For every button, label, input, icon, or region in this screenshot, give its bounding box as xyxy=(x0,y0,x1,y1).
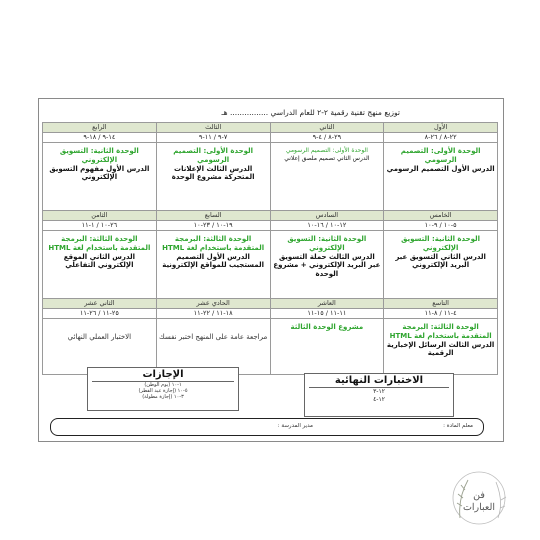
lesson-title: الدرس الأول التصميم الرسومي xyxy=(386,164,495,173)
lesson-cell xyxy=(43,231,157,299)
week-header-row xyxy=(43,299,498,309)
lesson-cell xyxy=(270,319,384,375)
week-dates-row xyxy=(43,221,498,231)
week-name: السادس xyxy=(270,211,384,221)
week-header-row xyxy=(43,123,498,133)
holiday-item: ٣-١٠ (إجازة مطولة) xyxy=(142,394,184,400)
week-dates: ٤-١١ / ٨-١١ xyxy=(384,309,498,319)
lesson-cell xyxy=(156,231,270,299)
lesson-cell xyxy=(270,231,384,299)
logo-line: فن xyxy=(473,490,485,501)
week-dates: ٢٢-٨ / ٢٦-٨ xyxy=(384,133,498,143)
unit-title: الوحدة الثانية: التسويق الإلكتروني xyxy=(287,235,367,252)
principal-signature-label: مدير المدرسة : xyxy=(277,423,313,429)
lesson-title: الدرس الثاني الموقع الإلكتروني التفاعلي xyxy=(63,252,136,270)
week-name: العاشر xyxy=(270,299,384,309)
document-title: توزيع منهج تقنية رقمية ٢-٢ للعام الدراسي ................ هـ xyxy=(221,108,400,117)
week-name: السابع xyxy=(156,211,270,221)
exam-date: ١٢-٤ xyxy=(373,396,385,404)
lesson-title: الدرس الثاني التسويق عبر البريد الإلكتروني xyxy=(395,252,486,270)
unit-title: الوحدة الثالثة: البرمجة المتقدمة باستخدام لغة HTML xyxy=(162,235,265,252)
lesson-title: الدرس الثالث حملة التسويق عبر البريد الإلكتروني + مشروع الوحدة xyxy=(273,252,381,278)
week-name: الثامن xyxy=(43,211,157,221)
week-dates: ١٤-٩ / ١٨-٩ xyxy=(43,133,157,143)
logo-line: العبارات xyxy=(462,502,496,514)
week-header-row xyxy=(43,211,498,221)
curriculum-table xyxy=(42,122,498,375)
holiday-item: ١-١٠ (يوم الوطن) xyxy=(144,382,182,388)
final-exams-box xyxy=(304,373,454,417)
week-name: الحادي عشر xyxy=(156,299,270,309)
lesson-cell xyxy=(384,143,498,211)
week-dates: ٥-١٠ / ٩-١٠ xyxy=(384,221,498,231)
week-dates: ٧-٩ / ١١-٩ xyxy=(156,133,270,143)
week-name: الثاني xyxy=(270,123,384,133)
week-dates-row xyxy=(43,133,498,143)
lesson-cell xyxy=(156,143,270,211)
lesson-title: الدرس الأول التصميم المستجيب للمواقع الإلكترونية xyxy=(162,252,265,270)
unit-title: الوحدة الأولى: التصميم الرسومي xyxy=(173,147,254,164)
unit-title: الوحدة الثانية: التسويق الإلكتروني xyxy=(401,235,481,252)
unit-title: الوحدة الثالثة: البرمجة المتقدمة باستخدام لغة HTML xyxy=(48,235,151,252)
lesson-cell xyxy=(384,231,498,299)
holiday-item: ٥-١٠ (إجازة عيد الفطر) xyxy=(138,388,188,394)
week-dates: ٢٥-١١ / ٢٦-١١ xyxy=(43,309,157,319)
signature-bar xyxy=(50,418,484,436)
week-name: الثاني عشر xyxy=(43,299,157,309)
week-dates: ٢٦-١٠ / ١-١١ xyxy=(43,221,157,231)
week-name: الثالث xyxy=(156,123,270,133)
week-name: الأول xyxy=(384,123,498,133)
lesson-title: الدرس الثاني تصميم ملصق إعلاني xyxy=(284,154,370,162)
lesson-title: الدرس الأول مفهوم التسويق الإلكتروني xyxy=(49,164,150,182)
lesson-cell xyxy=(43,143,157,211)
lesson-title: الدرس الثالث الإعلانات المتحركة مشروع الوحدة xyxy=(171,164,255,182)
week-dates-row xyxy=(43,309,498,319)
week-name: الرابع xyxy=(43,123,157,133)
unit-title: الوحدة الثالثة: البرمجة المتقدمة باستخدام لغة HTML xyxy=(389,323,492,340)
week-name: الخامس xyxy=(384,211,498,221)
unit-title: الوحدة الثانية: التسويق الإلكتروني xyxy=(59,147,139,164)
lesson-cell xyxy=(384,319,498,375)
unit-title: الوحدة الأولى: التصميم الرسومي xyxy=(285,147,368,154)
holidays-title: الإجازات xyxy=(92,368,234,382)
week-dates: ١٩-١٠ / ٢٣-١٠ xyxy=(156,221,270,231)
week-dates: ٢٩-٨ / ٤-٩ xyxy=(270,133,384,143)
holidays-box xyxy=(87,367,239,411)
week-dates: ١٨-١١ / ٢٢-١١ xyxy=(156,309,270,319)
teacher-signature-label: معلم المادة : xyxy=(443,423,473,429)
lesson-title: مراجعة عامة على المنهج اختبر نفسك xyxy=(158,333,268,341)
lessons-row xyxy=(43,143,498,211)
lessons-row xyxy=(43,231,498,299)
exam-date: ١٢-٣ xyxy=(373,388,385,395)
lesson-cell xyxy=(270,143,384,211)
unit-title: مشروع الوحدة الثالثة xyxy=(290,323,364,331)
final-exams-title: الاختبارات النهائية xyxy=(309,374,449,388)
week-dates: ١١-١١ / ١٥-١١ xyxy=(270,309,384,319)
logo-text xyxy=(452,490,506,515)
week-name: التاسع xyxy=(384,299,498,309)
lesson-title: الاختبار العملي النهائي xyxy=(67,333,132,341)
unit-title: الوحدة الأولى: التصميم الرسومي xyxy=(400,147,481,164)
lesson-title: الدرس الثالث الرسائل الإخبارية الرقمية xyxy=(386,340,495,358)
week-dates: ١٢-١٠ / ١٦-١٠ xyxy=(270,221,384,231)
